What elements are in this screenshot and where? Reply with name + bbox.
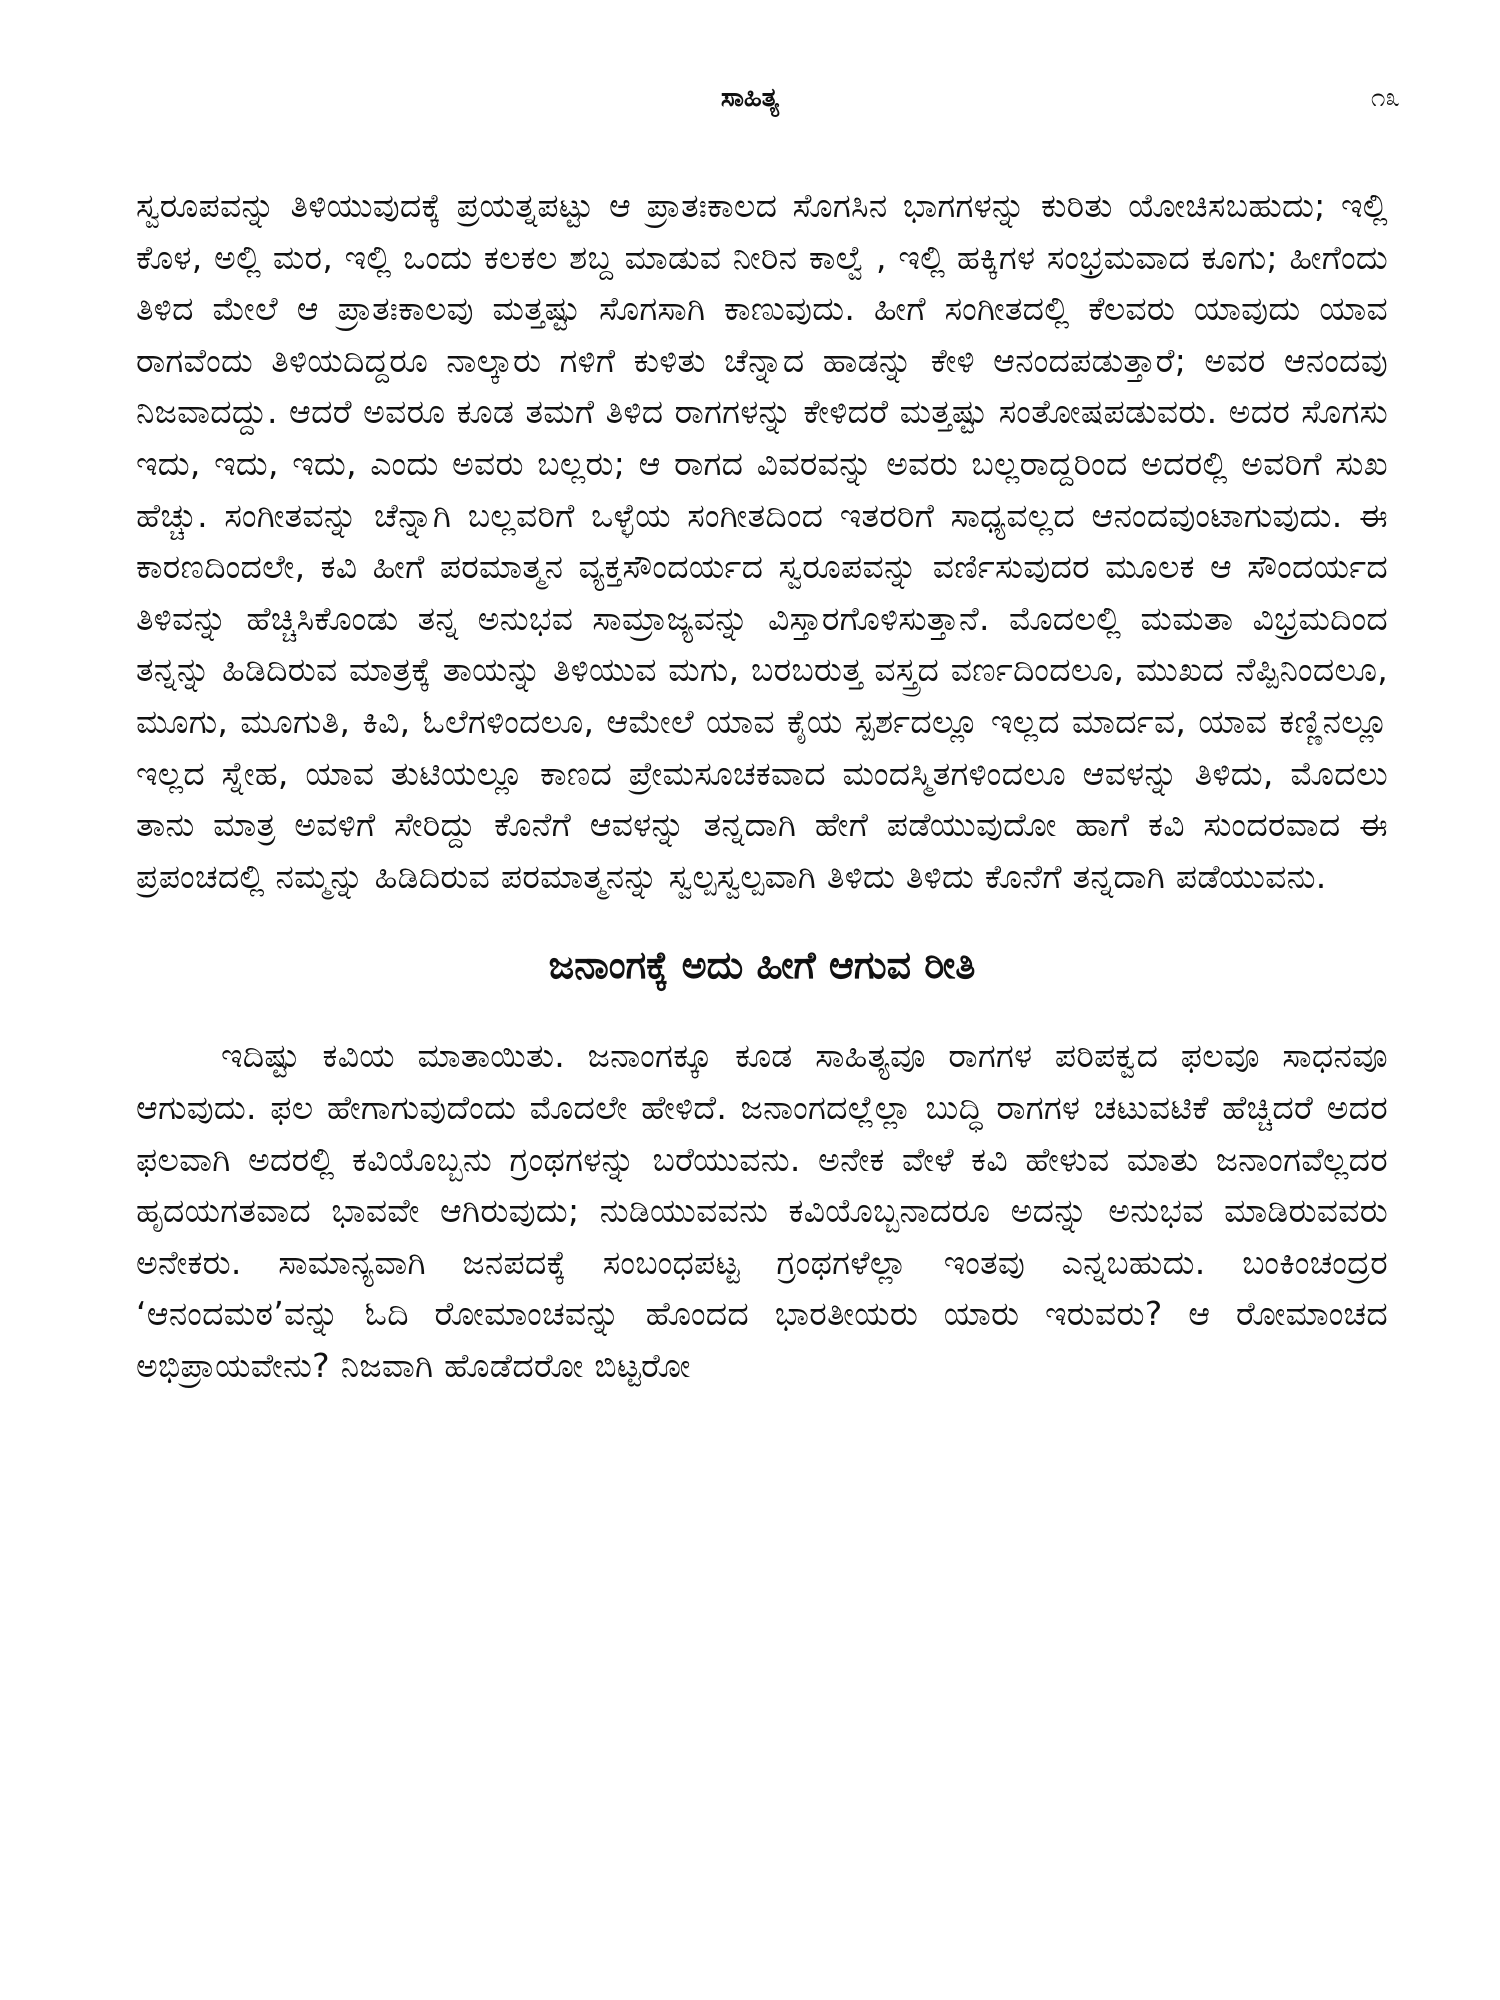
paragraph-2: ಇದಿಷ್ಟು ಕವಿಯ ಮಾತಾಯಿತು. ಜನಾಂಗಕ್ಕೂ ಕೂಡ ಸಾಹಿತ್ಯವೂ ರಾಗಗಳ ಪರಿಪಕ್ವದ ಫಲವೂ ಸಾಧನವೂ ಆಗುವುದು. ಫಲ ಹೇಗಾಗುವುದೆಂದು ಮೊದಲೇ ಹೇಳಿದೆ. ಜನಾಂಗದಲ್ಲೆಲ್ಲಾ ಬುದ್ಧಿ ರಾಗಗಳ ಚಟುವಟಿಕೆ ಹೆಚ್ಚಿದರೆ ಅದರ ಫಲವಾಗಿ ಅದರಲ್ಲಿ ಕವಿಯೊಬ್ಬನು ಗ್ರಂಥಗಳನ್ನು ಬರೆಯುವನು. ಅನೇಕ ವೇಳೆ ಕವಿ ಹೇಳುವ ಮಾತು ಜನಾಂಗವೆಲ್ಲದರ ಹೃದಯಗತವಾದ ಭಾವವೇ ಆಗಿರುವುದು; ನುಡಿಯುವವನು ಕವಿಯೊಬ್ಬನಾದರೂ ಅದನ್ನು ಅನುಭವ ಮಾಡಿರುವವರು ಅನೇಕರು. ಸಾಮಾನ್ಯವಾಗಿ ಜನಪದಕ್ಕೆ ಸಂಬಂಧಪಟ್ಟ ಗ್ರಂಥಗಳೆಲ್ಲಾ ಇಂತವು ಎನ್ನಬಹುದು. ಬಂಕಿಂಚಂದ್ರರ ‘ಆನಂದಮಠ’ವನ್ನು ಓದಿ ರೋಮಾಂಚವನ್ನು ಹೊಂದದ ಭಾರತೀಯರು ಯಾರು ಇರುವರು? ಆ ರೋಮಾಂಚದ ಅಭಿಪ್ರಾಯವೇನು? ನಿಜವಾಗಿ ಹೊಡೆದರೋ ಬಿಟ್ಟರೋ	[136, 1036, 1388, 1385]
running-header	[0, 78, 1500, 118]
running-title: ಸಾಹಿತ್ಯ	[720, 83, 780, 113]
body-text	[136, 180, 1388, 1391]
section-heading: ಜನಾಂಗಕ್ಕೆ ಅದು ಹೀಗೆ ಆಗುವ ರೀತಿ	[548, 943, 976, 988]
page-number: ೧೩	[1370, 83, 1400, 113]
paragraph-1: ಸ್ವರೂಪವನ್ನು ತಿಳಿಯುವುದಕ್ಕೆ ಪ್ರಯತ್ನಪಟ್ಟು ಆ ಪ್ರಾತಃಕಾಲದ ಸೊಗಸಿನ ಭಾಗಗಳನ್ನು ಕುರಿತು ಯೋಚಿಸಬಹುದು; ಇಲ್ಲಿ ಕೊಳ, ಅಲ್ಲಿ ಮರ, ಇಲ್ಲಿ ಒಂದು ಕಲಕಲ ಶಬ್ದ ಮಾಡುವ ನೀರಿನ ಕಾಲ್ವೆ , ಇಲ್ಲಿ ಹಕ್ಕಿಗಳ ಸಂಭ್ರಮವಾದ ಕೂಗು; ಹೀಗೆಂದು ತಿಳಿದ ಮೇಲೆ ಆ ಪ್ರಾತಃಕಾಲವು ಮತ್ತಷ್ಟು ಸೊಗಸಾಗಿ ಕಾಣುವುದು. ಹೀಗೆ ಸಂಗೀತದಲ್ಲಿ ಕೆಲವರು ಯಾವುದು ಯಾವ ರಾಗವೆಂದು ತಿಳಿಯದಿದ್ದರೂ ನಾಲ್ಕಾರು ಗಳಿಗೆ ಕುಳಿತು ಚೆನ್ನಾದ ಹಾಡನ್ನು ಕೇಳಿ ಆನಂದಪಡುತ್ತಾರೆ; ಅವರ ಆನಂದವು ನಿಜವಾದದ್ದು. ಆದರೆ ಅವರೂ ಕೂಡ ತಮಗೆ ತಿಳಿದ ರಾಗಗಳನ್ನು ಕೇಳಿದರೆ ಮತ್ತಷ್ಟು ಸಂತೋಷಪಡುವರು. ಅದರ ಸೊಗಸು ಇದು, ಇದು, ಇದು, ಎಂದು ಅವರು ಬಲ್ಲರು; ಆ ರಾಗದ ವಿವರವನ್ನು ಅವರು ಬಲ್ಲರಾದ್ದರಿಂದ ಅದರಲ್ಲಿ ಅವರಿಗೆ ಸುಖ ಹೆಚ್ಚು. ಸಂಗೀತವನ್ನು ಚೆನ್ನಾಗಿ ಬಲ್ಲವರಿಗೆ ಒಳ್ಳೆಯ ಸಂಗೀತದಿಂದ ಇತರರಿಗೆ ಸಾಧ್ಯವಲ್ಲದ ಆನಂದವುಂಟಾಗುವುದು. ಈ ಕಾರಣದಿಂದಲೇ, ಕವಿ ಹೀಗೆ ಪರಮಾತ್ಮನ ವ್ಯಕ್ತಸೌಂದರ್ಯದ ಸ್ವರೂಪವನ್ನು ವರ್ಣಿಸುವುದರ ಮೂಲಕ ಆ ಸೌಂದರ್ಯದ ತಿಳಿವನ್ನು ಹೆಚ್ಚಿಸಿಕೊಂಡು ತನ್ನ ಅನುಭವ ಸಾಮ್ರಾಜ್ಯವನ್ನು ವಿಸ್ತಾರಗೊಳಿಸುತ್ತಾನೆ. ಮೊದಲಲ್ಲಿ ಮಮತಾ ವಿಭ್ರಮದಿಂದ ತನ್ನನ್ನು ಹಿಡಿದಿರುವ ಮಾತ್ರಕ್ಕೆ ತಾಯನ್ನು ತಿಳಿಯುವ ಮಗು, ಬರಬರುತ್ತ ವಸ್ತ್ರದ ವರ್ಣದಿಂದಲೂ, ಮುಖದ ನೆಪ್ಪಿನಿಂದಲೂ, ಮೂಗು, ಮೂಗುತಿ, ಕಿವಿ, ಓಲೆಗಳಿಂದಲೂ, ಆಮೇಲೆ ಯಾವ ಕೈಯ ಸ್ಪರ್ಶದಲ್ಲೂ ಇಲ್ಲದ ಮಾರ್ದವ, ಯಾವ ಕಣ್ಣಿನಲ್ಲೂ ಇಲ್ಲದ ಸ್ನೇಹ, ಯಾವ ತುಟಿಯಲ್ಲೂ ಕಾಣದ ಪ್ರೇಮಸೂಚಕವಾದ ಮಂದಸ್ಮಿತಗಳಿಂದಲೂ ಆವಳನ್ನು ತಿಳಿದು, ಮೊದಲು ತಾನು ಮಾತ್ರ ಅವಳಿಗೆ ಸೇರಿದ್ದು ಕೊನೆಗೆ ಆವಳನ್ನು ತನ್ನದಾಗಿ ಹೇಗೆ ಪಡೆಯುವುದೋ ಹಾಗೆ ಕವಿ ಸುಂದರವಾದ ಈ ಪ್ರಪಂಚದಲ್ಲಿ ನಮ್ಮನ್ನು ಹಿಡಿದಿರುವ ಪರಮಾತ್ಮನನ್ನು ಸ್ವಲ್ಪಸ್ವಲ್ಪವಾಗಿ ತಿಳಿದು ತಿಳಿದು ಕೊನೆಗೆ ತನ್ನದಾಗಿ ಪಡೆಯುವನು.	[136, 186, 1388, 896]
